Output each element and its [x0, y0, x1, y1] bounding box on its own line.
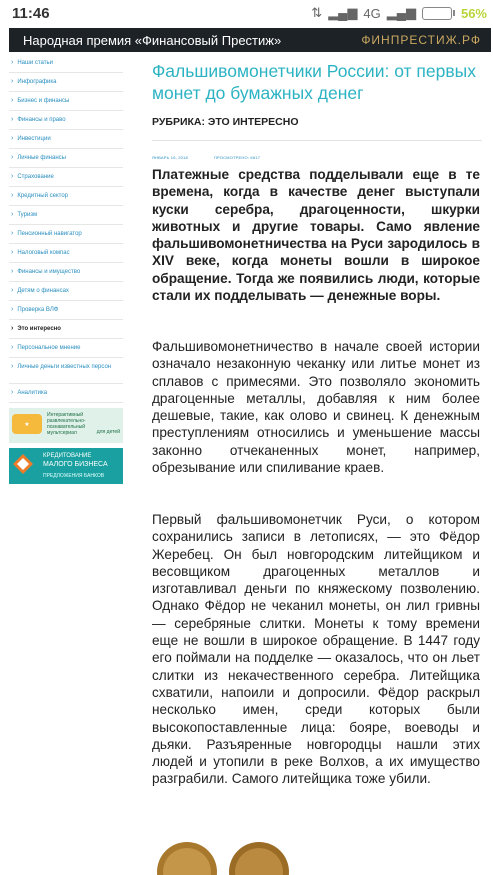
sidebar-item-label: Инфографика	[17, 79, 57, 85]
sidebar-item-label: Аналитика	[17, 390, 48, 396]
sidebar-item[interactable]	[9, 384, 123, 403]
sidebar-item-label: Детям о финансах	[17, 288, 69, 294]
ad2-line1: КРЕДИТОВАНИЕ	[43, 453, 92, 459]
sidebar-item-label: Личные финансы	[17, 155, 66, 161]
article-meta	[152, 155, 482, 160]
chevron-right-icon: ›	[11, 306, 14, 313]
sidebar-item-label: Налоговый компас	[17, 250, 70, 256]
sidebar-item[interactable]	[9, 92, 123, 111]
sidebar-item[interactable]	[9, 244, 123, 263]
signal-icon-2: ▂▄▆	[386, 5, 416, 20]
chevron-right-icon: ›	[11, 389, 14, 396]
handshake-logo-icon	[12, 453, 34, 475]
business-credit-ad-banner[interactable]	[9, 448, 123, 484]
chevron-right-icon: ›	[11, 116, 14, 123]
chevron-right-icon: ›	[11, 344, 14, 351]
article-date: ЯНВАРЬ 16, 2018	[152, 155, 188, 160]
chevron-right-icon: ›	[11, 249, 14, 256]
article-views: ПРОСМОТРЕНО: 6617	[213, 155, 261, 160]
sidebar-item-label: Пенсионный навигатор	[17, 231, 82, 237]
sidebar-item[interactable]	[9, 130, 123, 149]
banner-site-logo: ФИНПРЕСТИЖ.РФ	[361, 33, 481, 47]
sidebar-item-label: Персональное мнение	[17, 345, 81, 351]
battery-icon	[422, 7, 455, 20]
status-icons	[311, 5, 487, 21]
banner-text: Народная премия «Финансовый Престиж»	[23, 32, 282, 48]
signal-icon: ▂▄▆	[328, 5, 358, 20]
article-rubric[interactable]: РУБРИКА: ЭТО ИНТЕРЕСНО	[152, 116, 482, 141]
chevron-right-icon: ›	[11, 287, 14, 294]
ad2-line3: ПРЕДЛОЖЕНИЯ БАНКОВ	[43, 473, 105, 479]
cartoon-ad-banner[interactable]	[9, 408, 123, 443]
article-title: Фальшивомонетчики России: от первых монет до бумажных денег	[152, 61, 476, 103]
sidebar-menu	[9, 54, 123, 422]
sidebar-item[interactable]	[9, 187, 123, 206]
chevron-right-icon: ›	[11, 325, 14, 332]
chevron-right-icon: ›	[11, 154, 14, 161]
sidebar-item-label: Туризм	[17, 212, 38, 218]
sidebar-item[interactable]	[9, 73, 123, 92]
chevron-right-icon: ›	[11, 192, 14, 199]
chevron-right-icon: ›	[11, 173, 14, 180]
sidebar-item[interactable]	[9, 168, 123, 187]
sidebar-item-label: Бизнес и финансы	[17, 98, 70, 104]
chevron-right-icon: ›	[11, 59, 14, 66]
ad1-tag: для детей	[96, 429, 120, 435]
sidebar-item-label: Финансы и право	[17, 117, 66, 123]
sidebar-item-label: Кредитный сектор	[17, 193, 69, 199]
clock: 11:46	[12, 5, 50, 22]
article-paragraph: Первый фальшивомонетчик Руси, о котором сохранились записи в летописях, — это Фёдор Жеребец. Он был новгородским литейщиком и весовщиком драгоценных металлов и изготавливал деньги по княжескому позволению. Однако Фёдор не чеканил монеты, он лил гривны — серебряные слитки. Монеты к тому времени еще не вошли в широкое обращение. В 1447 году его поймали на подделке — оказалось, что он льет слитки из некачественного серебра. Литейщика схватили, напоили и допросили. Фёдор раскрыл несколько имен, среди которых были высокопоставленные лица: бояре, воеводы и дьяки. Разъяренные новгородцы нашли этих людей и утопили в реке Волхов, а их имущество разграбили. Самого литейщика тоже убили.	[152, 512, 480, 787]
chevron-right-icon: ›	[11, 268, 14, 275]
sidebar-item-label: Проверка ВЛФ	[17, 307, 59, 313]
ad1-text: Интерактивный развлекательно-познавательный мультсериал	[47, 412, 86, 436]
data-transfer-icon: ⇅	[311, 5, 323, 20]
battery-percent: 56%	[460, 5, 487, 21]
sidebar-item-label: Это интересно	[17, 326, 61, 332]
sidebar-item[interactable]	[9, 149, 123, 168]
sidebar-item-label: Инвестиции	[17, 136, 51, 142]
status-bar	[0, 0, 493, 28]
sidebar-item[interactable]	[9, 282, 123, 301]
sidebar-item[interactable]	[9, 339, 123, 358]
network-type: 4G	[363, 5, 381, 21]
sidebar-item-label: Личные деньги известных персон	[17, 364, 112, 370]
coins-image	[155, 838, 295, 875]
chevron-right-icon: ›	[11, 135, 14, 142]
chevron-right-icon: ›	[11, 211, 14, 218]
sidebar-item[interactable]	[9, 320, 123, 339]
chevron-right-icon: ›	[11, 363, 14, 370]
article-header	[152, 60, 482, 160]
chevron-right-icon: ›	[11, 230, 14, 237]
chevron-right-icon: ›	[11, 78, 14, 85]
top-banner-ad[interactable]	[9, 28, 491, 52]
sidebar-item[interactable]	[9, 111, 123, 130]
cartoon-logo-icon: ★	[12, 414, 42, 434]
article-lead: Платежные средства подделывали еще в те времена, когда в качестве денег выступали куски серебра, драгоценности, шкурки животных и другие товары. Само явление фальшивомонетничества на Руси зародилось в XIV веке, когда монеты вошли в широкое обращение. Тогда же появились люди, которые стали их подделывать — денежные воры.	[152, 167, 480, 304]
sidebar-item[interactable]	[9, 206, 123, 225]
sidebar-item-label: Финансы и имущество	[17, 269, 81, 275]
sidebar-item[interactable]	[9, 358, 123, 384]
ad2-line2: МАЛОГО БИЗНЕСА	[43, 461, 108, 468]
sidebar-item[interactable]	[9, 263, 123, 282]
sidebar-item[interactable]	[9, 301, 123, 320]
chevron-right-icon: ›	[11, 97, 14, 104]
sidebar-item-label: Наши статьи	[17, 60, 53, 66]
article-paragraph: Фальшивомонетничество в начале своей истории означало незаконную чеканку или литье монет из сплавов с примесями. Это позволяло экономить драгоценные металлы, добавляя к ним более дешевые, такие, как олово и свинец. К денежным преступлениям относились и уменьшение массы законно отчеканенных монет, например, обрезывание или спиливание краев.	[152, 339, 480, 476]
sidebar-item[interactable]	[9, 54, 123, 73]
sidebar-item[interactable]	[9, 225, 123, 244]
sidebar-item-label: Страхование	[17, 174, 54, 180]
